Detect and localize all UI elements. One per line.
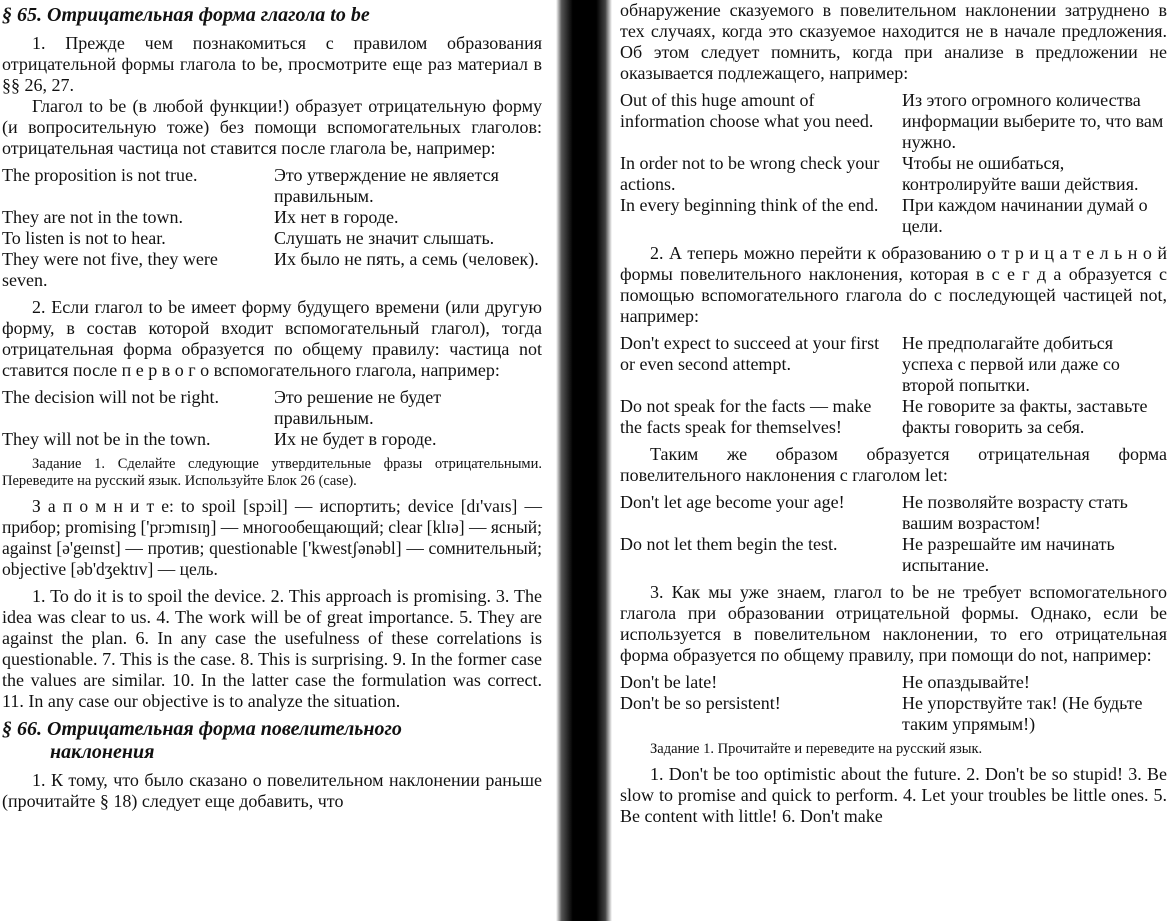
example-row <box>620 492 1167 534</box>
example-english: They are not in the town. <box>2 207 183 227</box>
example-row <box>2 429 542 450</box>
example-russian: Не упорствуйте так! (Не будьте таким упрямым!) <box>902 693 1143 734</box>
example-russian: Не предполагайте добиться успеха с первой или даже со второй попытки. <box>902 333 1120 395</box>
example-english: To listen is not to hear. <box>2 228 166 248</box>
vocabulary-list: З а п о м н и т е: to spoil [spɔil] — испортить; device [dɪ'vaɪs] — прибор; promising ['prɔmɪsɪŋ] — многообещающий; clear [klɪə] — ясный; against [ə'geɪnst] — против; questionable ['kwestʃənəbl] — сомнительный; objective [əb'dʒektɪv] — цель. <box>2 496 542 579</box>
example-russian: Не говорите за факты, заставьте факты говорить за себя. <box>902 396 1148 437</box>
example-russian: Это утверждение не является правильным. <box>274 165 499 206</box>
example-english: In every beginning think of the end. <box>620 195 879 215</box>
example-row <box>2 207 542 228</box>
examples-block <box>620 90 1167 237</box>
example-russian: Не позволяйте возрасту стать вашим возрастом! <box>902 492 1128 533</box>
example-russian: Их нет в городе. <box>274 207 399 227</box>
examples-block <box>2 387 542 450</box>
example-row <box>2 249 542 291</box>
example-row <box>620 693 1167 735</box>
example-english: They were not five, they were seven. <box>2 249 218 290</box>
example-english: In order not to be wrong check your actions. <box>620 153 880 194</box>
task-instructions: Задание 1. Прочитайте и переведите на русский язык. <box>650 741 983 757</box>
example-russian: Слушать не значит слышать. <box>274 228 495 248</box>
example-english: Don't be late! <box>620 672 718 692</box>
examples-block <box>620 333 1167 438</box>
example-english: Don't be so persistent! <box>620 693 781 713</box>
paragraph: обнаружение сказуемого в повелительном наклонении затруднено в тех случаях, когда это сказуемое находится не в начале предложения. Об этом следует помнить, когда при анализе в предложении не оказывается подлежащего, например: <box>620 0 1167 83</box>
example-russian: При каждом начинании думай о цели. <box>902 195 1148 236</box>
example-russian: Их не будет в городе. <box>274 429 437 449</box>
example-english: Do not let them begin the test. <box>620 534 838 554</box>
example-row <box>2 228 542 249</box>
examples-block <box>2 165 542 291</box>
section-66-heading <box>2 718 542 764</box>
section-66-heading-line1: § 66. Отрицательная форма повелительного <box>2 718 402 740</box>
section-65-heading: § 65. Отрицательная форма глагола to be <box>2 4 370 26</box>
example-russian: Чтобы не ошибаться, контролируйте ваши действия. <box>902 153 1139 194</box>
section-66-heading-line2: наклонения <box>50 741 155 763</box>
exercise-sentences: 1. Don't be too optimistic about the future. 2. Don't be so stupid! 3. Be slow to promise and quick to perform. 4. Let your troubles be little ones. 5. Be content with little! 6. Don't make <box>620 764 1167 826</box>
paragraph: Таким же образом образуется отрицательная форма повелительного наклонения с глаголом let: <box>620 444 1167 485</box>
example-row <box>620 672 1167 693</box>
right-page <box>612 0 1169 921</box>
example-english: They will not be in the town. <box>2 429 211 449</box>
example-row <box>620 333 1167 396</box>
example-row <box>620 90 1167 153</box>
paragraph: 2. Если глагол to be имеет форму будущего времени (или другую форму, в состав которой входит вспомогательный глагол), тогда отрицательная форма образуется по общему правилу: частица not ставится после п е р в о г о вспомогательного глагола, например: <box>2 297 542 380</box>
paragraph: 1. Прежде чем познакомиться с правилом образования отрицательной формы глагола to be, просмотрите еще раз материал в §§ 26, 27. <box>2 33 542 95</box>
example-russian: Из этого огромного количества информации выберите то, что вам нужно. <box>902 90 1164 152</box>
example-russian: Их было не пять, а семь (человек). <box>274 249 539 269</box>
example-row <box>620 153 1167 195</box>
example-english: The proposition is not true. <box>2 165 198 185</box>
example-row <box>620 534 1167 576</box>
left-page <box>0 0 556 921</box>
examples-block <box>620 492 1167 576</box>
paragraph: Глагол to be (в любой функции!) образует отрицательную форму (и вопросительную тоже) без помощи вспомогательных глаголов: отрицательная частица not ставится после глагола be, например: <box>2 96 542 158</box>
example-english: The decision will not be right. <box>2 387 219 407</box>
examples-block <box>620 672 1167 735</box>
example-english: Don't let age become your age! <box>620 492 845 512</box>
book-spine-shadow <box>556 0 612 921</box>
example-russian: Не опаздывайте! <box>902 672 1030 692</box>
task-instructions: Задание 1. Сделайте следующие утвердительные фразы отрицательными. Переведите на русский язык. Используйте Блок 26 (case). <box>2 456 542 489</box>
example-row <box>620 396 1167 438</box>
paragraph: 1. К тому, что было сказано о повелительном наклонении раньше (прочитайте § 18) следует еще добавить, что <box>2 770 542 811</box>
paragraph: 3. Как мы уже знаем, глагол to be не требует вспомогательного глагола при образовании отрицательной формы. Однако, если be используется в повелительном наклонении, то его отрицательная форма образуется по общему правилу, при помощи do not, например: <box>620 582 1167 665</box>
example-russian: Не разрешайте им начинать испытание. <box>902 534 1115 575</box>
example-row <box>2 165 542 207</box>
example-english: Out of this huge amount of information choose what you need. <box>620 90 874 131</box>
example-russian: Это решение не будет правильным. <box>274 387 442 428</box>
example-row <box>2 387 542 429</box>
paragraph: 2. А теперь можно перейти к образованию о т р и ц а т е л ь н о й формы повелительного наклонения, которая в с е г д а образуется с помощью вспомогательного глагола do с последующей частицей not, например: <box>620 243 1167 326</box>
example-english: Don't expect to succeed at your first or even second attempt. <box>620 333 880 374</box>
example-english: Do not speak for the facts — make the facts speak for themselves! <box>620 396 872 437</box>
exercise-sentences: 1. To do it is to spoil the device. 2. This approach is promising. 3. The idea was clear to us. 4. The work will be of great importance. 5. They are against the plan. 6. In any case the usefulness of these correlations is questionable. 7. This is the case. 8. This is surprising. 9. In the former case the values are similar. 10. In the latter case the formulation was correct. 11. In any case our objective is to analyze the situation. <box>2 586 542 711</box>
example-row <box>620 195 1167 237</box>
